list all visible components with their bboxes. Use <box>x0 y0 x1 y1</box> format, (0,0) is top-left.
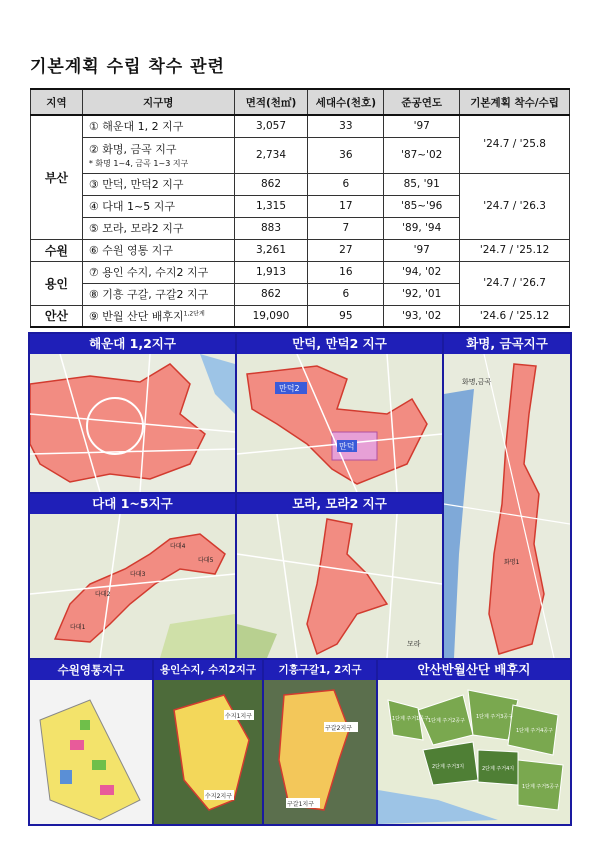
table-row <box>31 173 570 195</box>
page-title: 기본계획 수립 착수 관련 <box>30 57 225 77</box>
year-cell: '97 <box>384 115 460 137</box>
yongin-map <box>154 680 262 824</box>
map-title: 만덕, 만덕2 지구 <box>237 334 442 354</box>
area-cell: 19,090 <box>234 305 308 327</box>
district-cell: ④ 다대 1~5 지구 <box>82 195 234 217</box>
district-cell: ⑧ 기흥 구갈, 구갈2 지구 <box>82 283 234 305</box>
map-panel-yongin <box>154 660 262 824</box>
households-cell: 95 <box>308 305 384 327</box>
year-cell: '97 <box>384 239 460 261</box>
year-cell: '87~'02 <box>384 137 460 173</box>
map-title: 다대 1~5지구 <box>30 494 235 514</box>
district-phase: 1,2단계 <box>183 310 205 318</box>
map-label: 다대2 <box>95 591 111 598</box>
area-cell: 3,261 <box>234 239 308 261</box>
suwon-map <box>30 680 152 824</box>
area-cell: 862 <box>234 283 308 305</box>
map-label: 화명,금곡 <box>462 378 492 386</box>
households-cell: 7 <box>308 217 384 239</box>
map-label: 다대1 <box>70 624 86 631</box>
map-panel-ansan <box>378 660 570 824</box>
map-label: 1단계 주거5공구 <box>522 784 559 790</box>
households-cell: 33 <box>308 115 384 137</box>
households-cell: 17 <box>308 195 384 217</box>
district-note: * 화명 1~4, 금곡 1~3 지구 <box>88 159 189 168</box>
map-label: 만덕2 <box>279 384 300 393</box>
district-cell: ⑤ 모라, 모라2 지구 <box>82 217 234 239</box>
map-title: 수원영통지구 <box>30 660 152 680</box>
map-panel-hwamyeong <box>444 334 570 658</box>
district-name: ② 화명, 금곡 지구 <box>88 143 177 156</box>
map-title: 용인수지, 수지2지구 <box>154 660 262 680</box>
map-label: 1단계 주거3공구 <box>476 714 513 720</box>
plan-cell: '24.7 / '26.7 <box>460 261 570 305</box>
map-label: 구갈2지구 <box>325 725 353 732</box>
table-header-row <box>31 89 570 115</box>
map-label: 다대3 <box>130 571 146 578</box>
district-cell: ③ 만덕, 만덕2 지구 <box>82 173 234 195</box>
map-label: 모라 <box>407 640 421 648</box>
district-cell: ⑦ 용인 수지, 수지2 지구 <box>82 261 234 283</box>
year-cell: '85~'96 <box>384 195 460 217</box>
households-cell: 6 <box>308 173 384 195</box>
year-cell: '94, '02 <box>384 261 460 283</box>
col-header: 세대수(천호) <box>308 89 384 115</box>
col-header: 면적(천㎡) <box>234 89 308 115</box>
map-title: 화명, 금곡지구 <box>444 334 570 354</box>
table-row <box>31 239 570 261</box>
map-label: 구갈1지구 <box>287 801 315 808</box>
area-cell: 3,057 <box>234 115 308 137</box>
col-header: 지구명 <box>82 89 234 115</box>
year-cell: '89, '94 <box>384 217 460 239</box>
giheung-map <box>264 680 376 824</box>
col-header: 준공연도 <box>384 89 460 115</box>
district-cell: ① 해운대 1, 2 지구 <box>82 115 234 137</box>
table-row <box>31 305 570 327</box>
year-cell: '92, '01 <box>384 283 460 305</box>
area-cell: 862 <box>234 173 308 195</box>
map-title: 모라, 모라2 지구 <box>237 494 442 514</box>
col-header: 기본계획 착수/수립 <box>460 89 570 115</box>
district-cell <box>82 305 234 327</box>
map-panel-mora <box>237 494 442 658</box>
map-label: 1단계 주거4공구 <box>516 728 553 734</box>
map-panel-suwon <box>30 660 152 824</box>
map-title: 해운대 1,2지구 <box>30 334 235 354</box>
map-title: 안산반월산단 배후지 <box>378 660 570 680</box>
map-panel-dadae <box>30 494 235 658</box>
map-label: 만덕 <box>339 442 355 451</box>
mora-map <box>237 514 442 658</box>
district-cell <box>82 137 234 173</box>
map-panel-giheung <box>264 660 376 824</box>
plan-cell: '24.7 / '25.12 <box>460 239 570 261</box>
mandeok-map <box>237 354 442 492</box>
table-row <box>31 115 570 137</box>
haeundae-map <box>30 354 235 492</box>
map-label: 1단계 주거1공구 <box>392 716 429 722</box>
households-cell: 27 <box>308 239 384 261</box>
households-cell: 36 <box>308 137 384 173</box>
map-label: 수지2지구 <box>205 793 233 800</box>
plan-cell: '24.6 / '25.12 <box>460 305 570 327</box>
region-cell: 수원 <box>31 239 83 261</box>
year-cell: 85, '91 <box>384 173 460 195</box>
map-label: 다대5 <box>198 557 214 564</box>
map-label: 다대4 <box>170 543 186 550</box>
ansan-map <box>378 680 570 824</box>
plan-table <box>30 88 570 328</box>
map-panel-haeundae <box>30 334 235 492</box>
hwamyeong-map <box>444 354 570 658</box>
year-cell: '93, '02 <box>384 305 460 327</box>
map-grid <box>28 332 572 826</box>
area-cell: 1,315 <box>234 195 308 217</box>
map-label: 2단계 주거3지 <box>432 764 465 770</box>
map-label: 수지1지구 <box>225 713 253 720</box>
col-header: 지역 <box>31 89 83 115</box>
area-cell: 883 <box>234 217 308 239</box>
plan-cell: '24.7 / '26.3 <box>460 173 570 239</box>
map-title: 기흥구갈1, 2지구 <box>264 660 376 680</box>
district-name: ⑨ 반월 산단 배후지 <box>88 309 184 323</box>
households-cell: 6 <box>308 283 384 305</box>
area-cell: 2,734 <box>234 137 308 173</box>
region-cell: 용인 <box>31 261 83 305</box>
table-row <box>31 261 570 283</box>
map-label: 2단계 주거4지 <box>482 766 515 772</box>
region-cell: 안산 <box>31 305 83 327</box>
map-label: 1단계 주거2공구 <box>428 718 465 724</box>
region-cell: 부산 <box>31 115 83 239</box>
district-cell: ⑥ 수원 영통 지구 <box>82 239 234 261</box>
dadae-map <box>30 514 235 658</box>
map-label: 화명1 <box>504 559 520 566</box>
households-cell: 16 <box>308 261 384 283</box>
area-cell: 1,913 <box>234 261 308 283</box>
plan-cell: '24.7 / '25.8 <box>460 115 570 173</box>
map-panel-mandeok <box>237 334 442 492</box>
